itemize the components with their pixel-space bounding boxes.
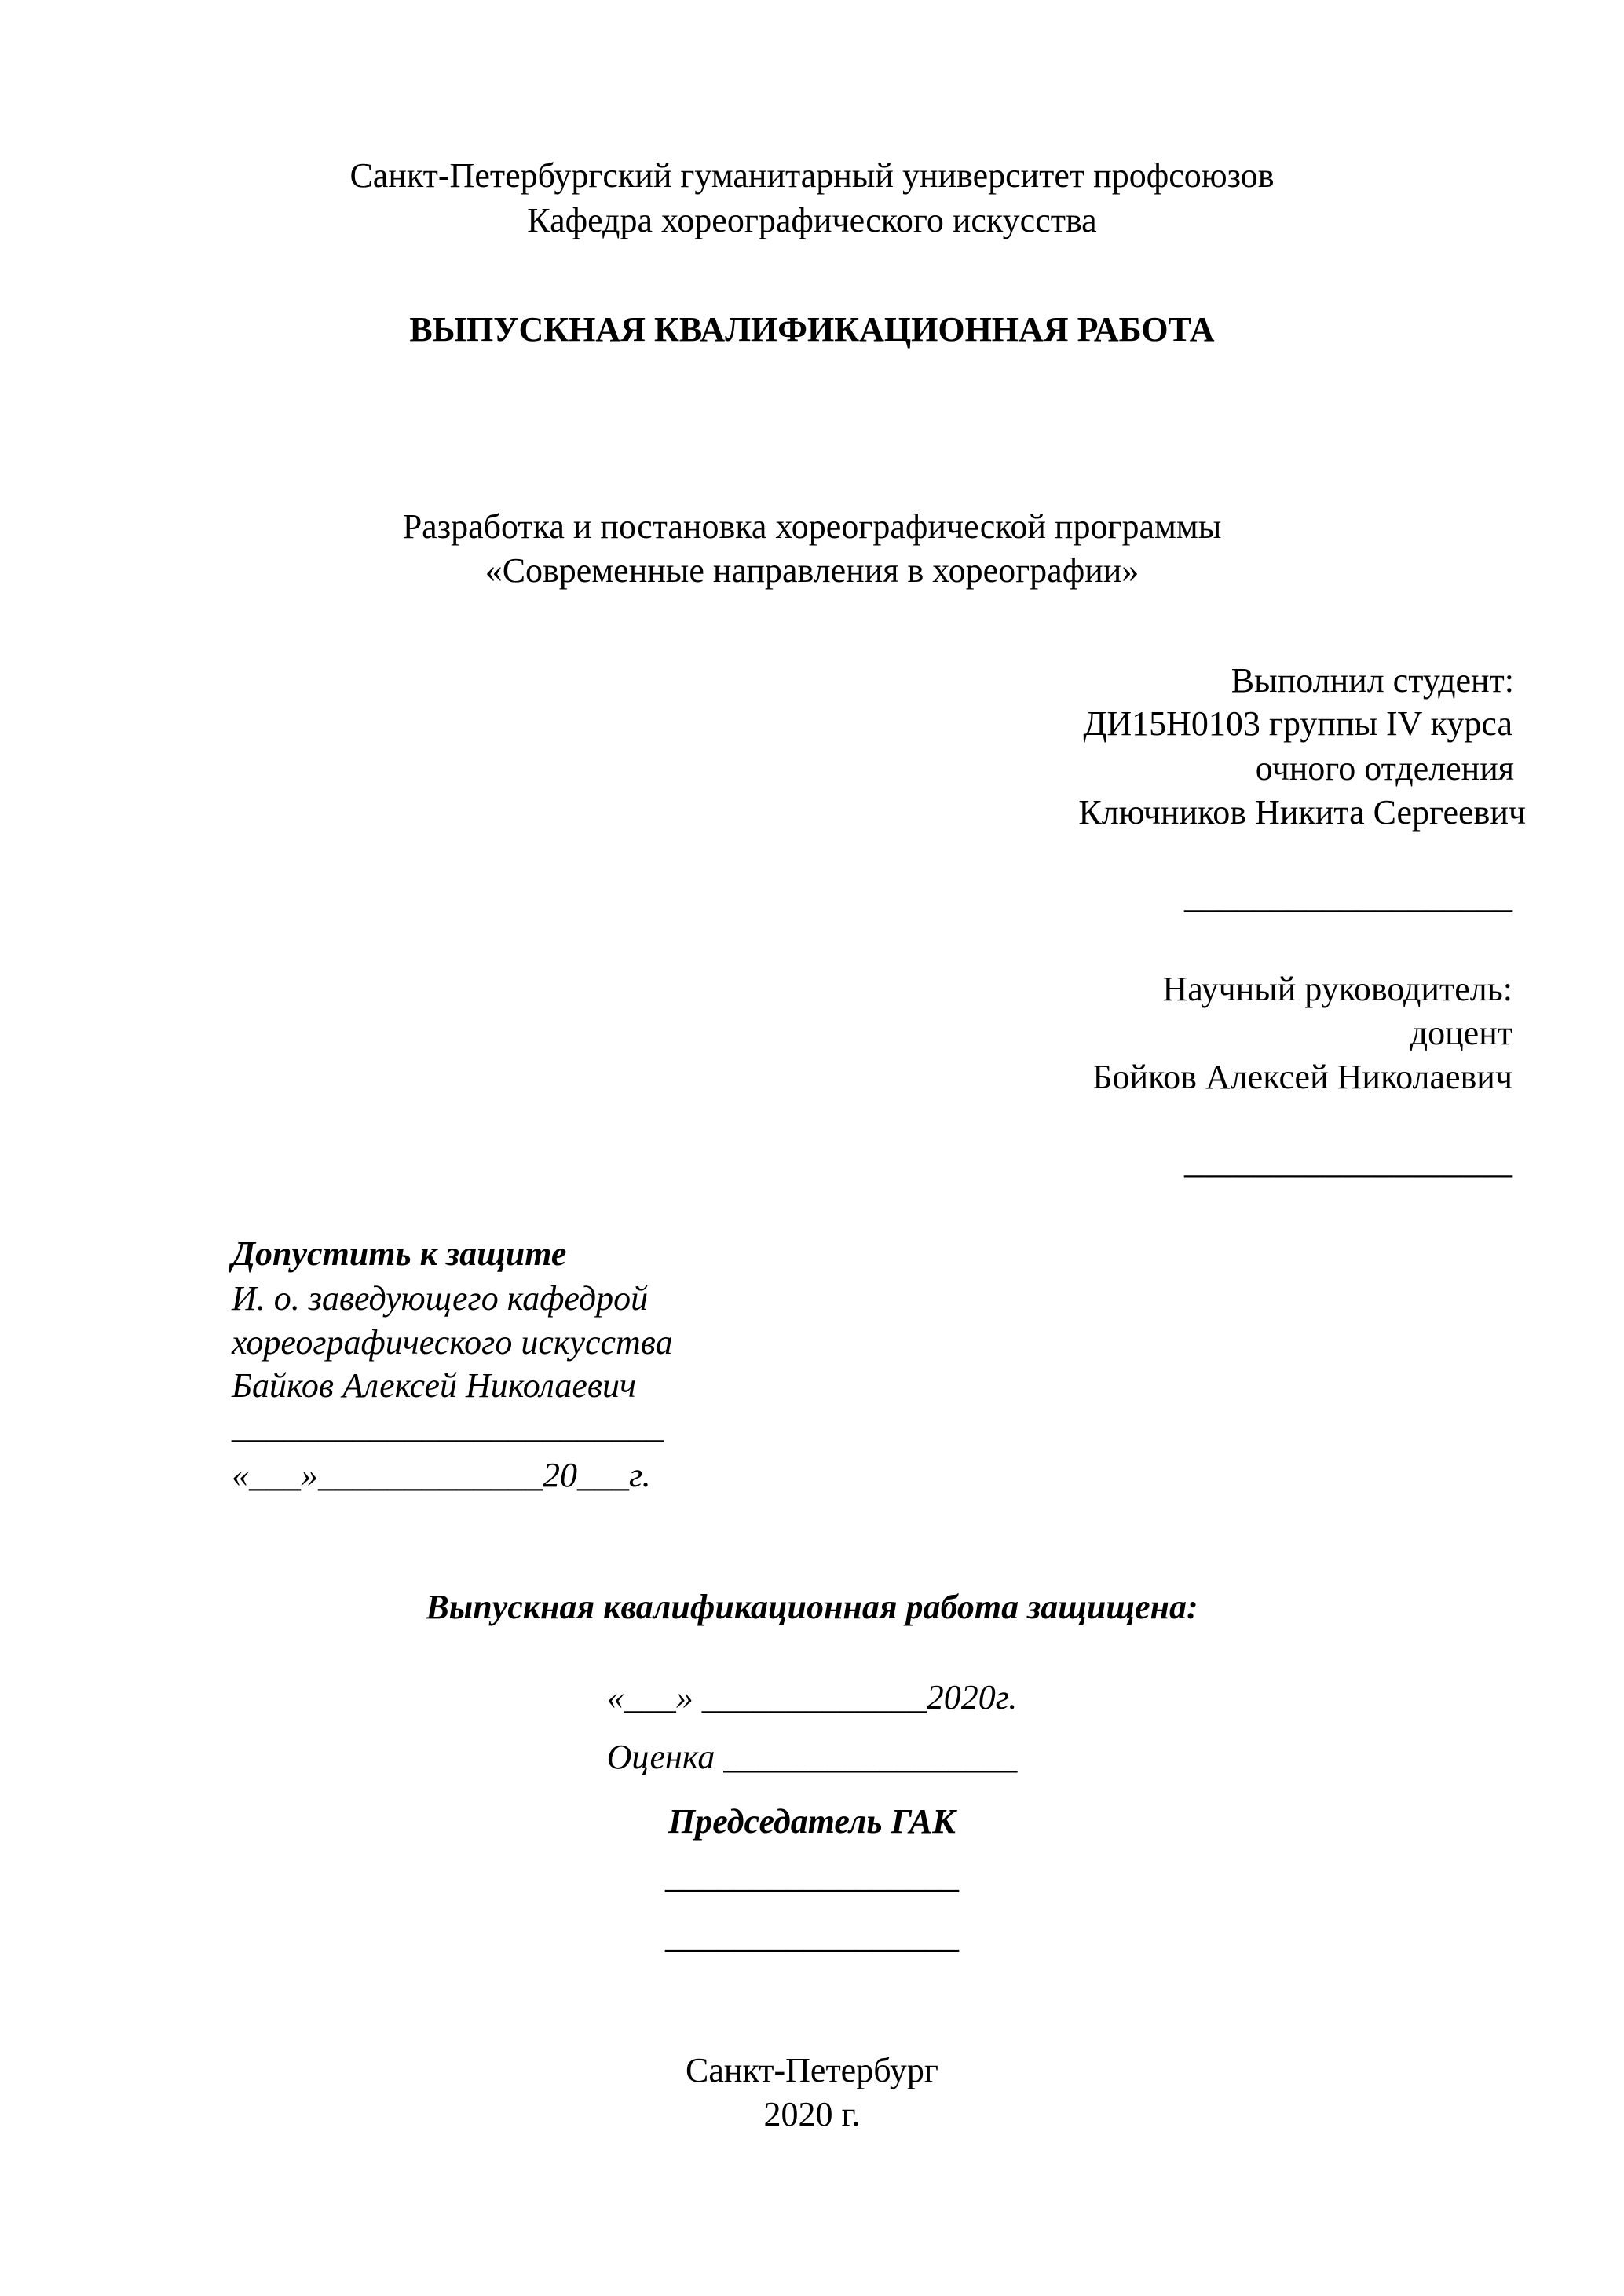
topic-line-2: «Современные направления в хореографии» <box>485 551 1139 590</box>
admission-name: Байков Алексей Николаевич <box>232 1366 636 1405</box>
topic-line-1: Разработка и постановка хореографической программы <box>402 507 1222 546</box>
admission-signature-line: _________________________ <box>232 1407 664 1446</box>
supervisor-name: Бойков Алексей Николаевич <box>1092 1058 1512 1096</box>
chair-signature-line-2: _________________ <box>665 1917 959 1955</box>
admission-label: Допустить к защите <box>232 1234 567 1273</box>
grade-line: Оценка _________________ <box>606 1738 1018 1776</box>
admission-date-line: «___»_____________20___г. <box>232 1456 651 1494</box>
student-department: очного отделения <box>1255 749 1514 788</box>
chair-signature-line-1: _________________ <box>665 1857 959 1896</box>
admission-position-line-1: И. о. заведующего кафедрой <box>232 1279 649 1318</box>
student-signature-line: ___________________ <box>1184 877 1512 916</box>
admission-position-line-2: хореографического искусства <box>232 1323 673 1362</box>
supervisor-title: доцент <box>1410 1014 1512 1052</box>
student-label: Выполнил студент: <box>1231 661 1514 700</box>
footer-city: Санкт-Петербург <box>686 2051 938 2089</box>
student-group: ДИ15Н0103 группы IV курса <box>1083 704 1512 743</box>
defense-date-line: «___» _____________2020г. <box>606 1678 1018 1717</box>
university-name: Санкт-Петербургский гуманитарный университет профсоюзов <box>349 156 1275 195</box>
defense-label: Выпускная квалификационная работа защищена: <box>426 1588 1198 1626</box>
work-type-title: ВЫПУСКНАЯ КВАЛИФИКАЦИОННАЯ РАБОТА <box>409 310 1215 349</box>
department-name: Кафедра хореографического искусства <box>527 201 1097 239</box>
supervisor-label: Научный руководитель: <box>1162 970 1512 1008</box>
student-name: Ключников Никита Сергеевич <box>1078 793 1526 832</box>
chair-label: Председатель ГАК <box>668 1802 956 1841</box>
supervisor-signature-line: ___________________ <box>1184 1143 1512 1181</box>
footer-year: 2020 г. <box>763 2095 861 2133</box>
